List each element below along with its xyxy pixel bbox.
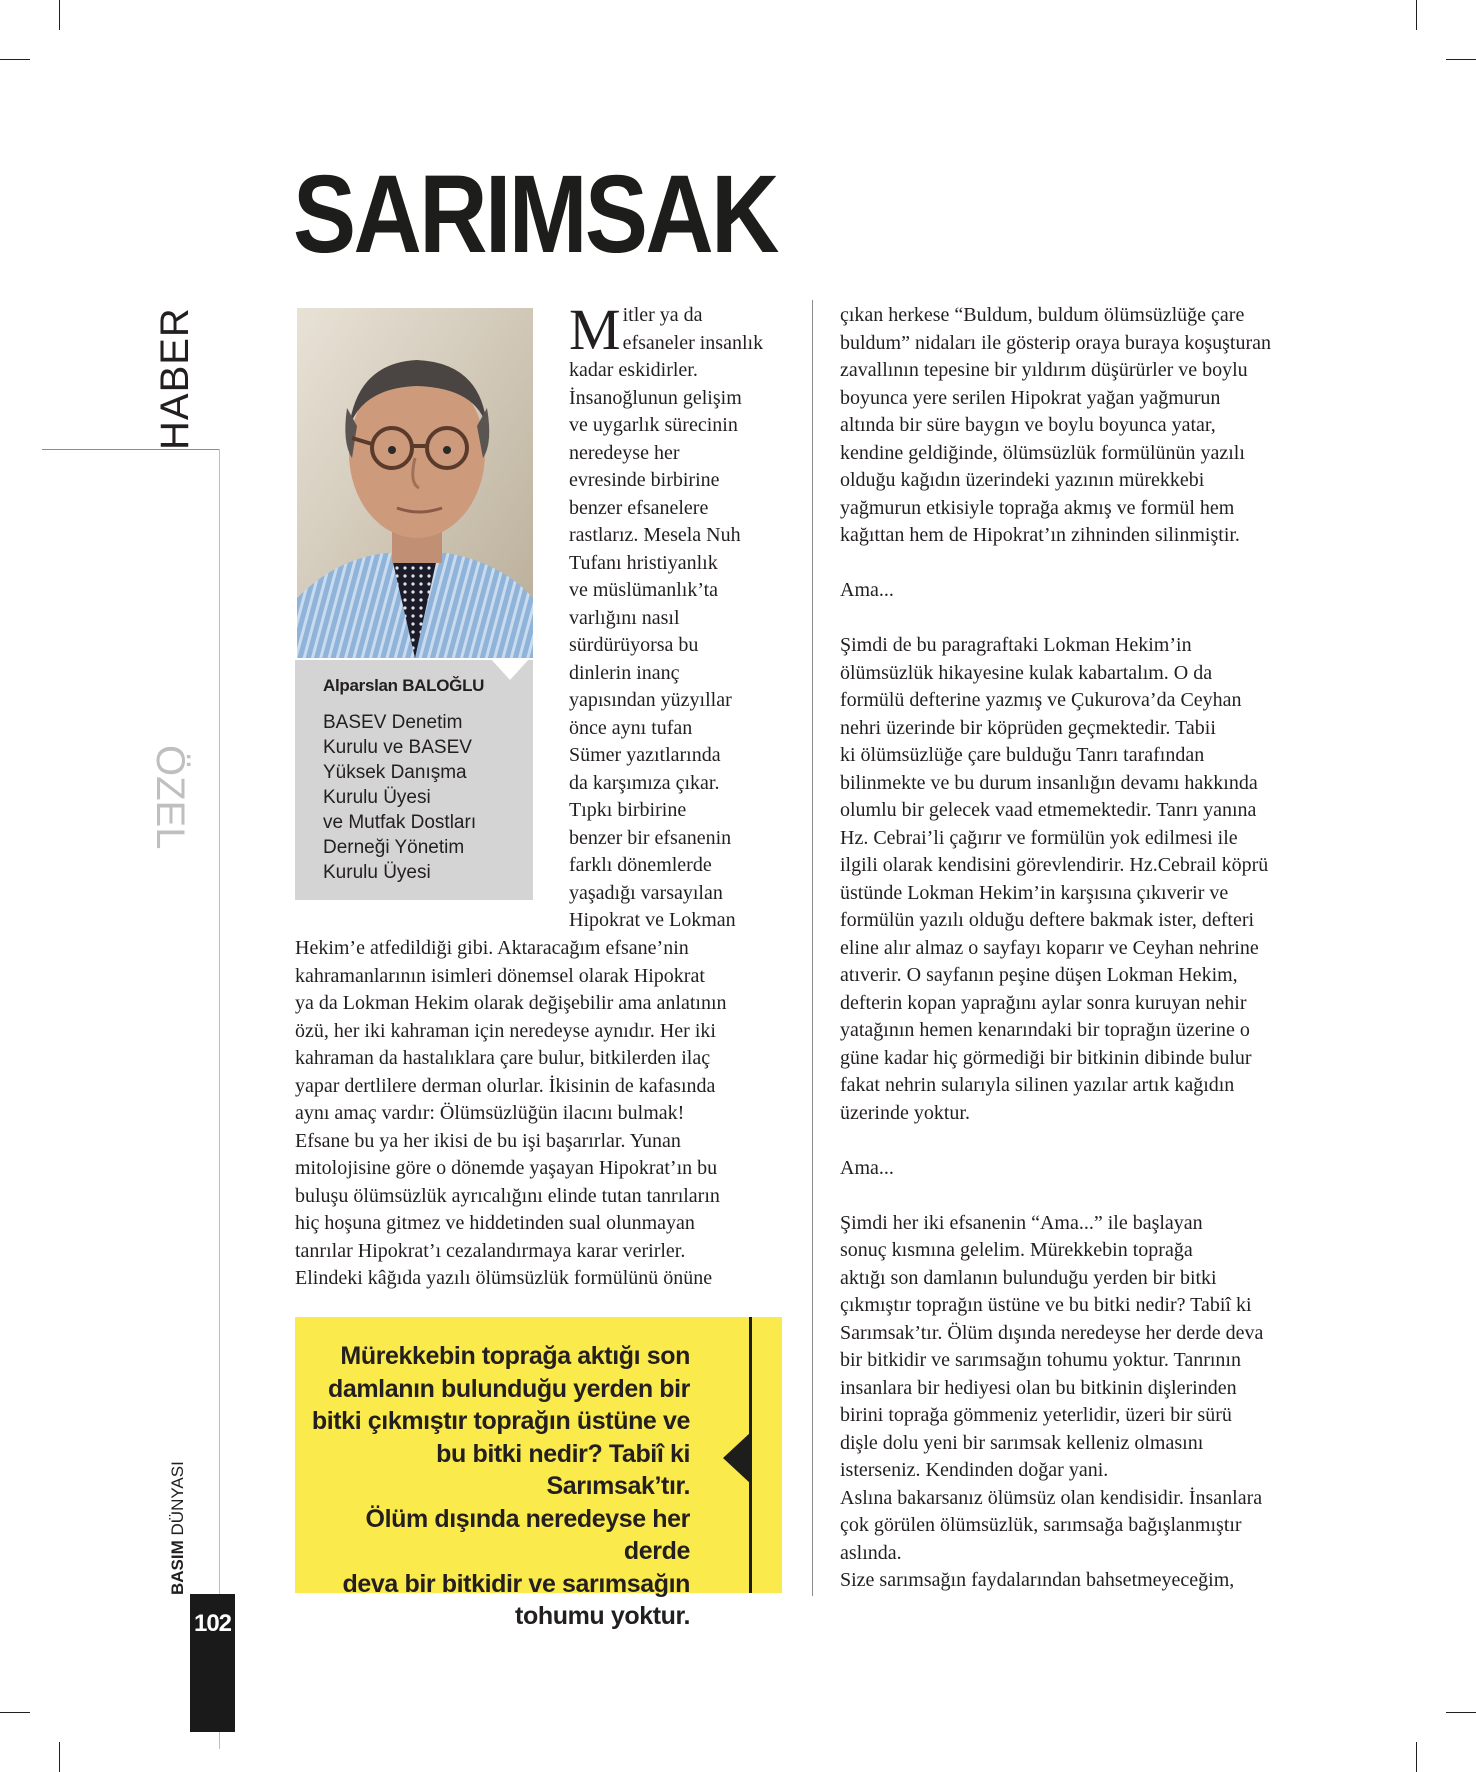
pull-quote-text: Mürekkebin toprağa aktığı son damlanın bulunduğu yerden bir bitki çıkmıştır toprağın üstüne ve bu bitki nedir? Tabiî ki Sarımsak’tır. Ölüm dışında neredeyse her derde deva bir bitkidir ve sarımsağın tohumu yoktur. bbox=[311, 1342, 690, 1630]
pull-quote-arrow-icon bbox=[723, 1432, 751, 1484]
crop-mark bbox=[1416, 0, 1417, 30]
article-body-column-1-top bbox=[569, 297, 789, 935]
drop-cap: M bbox=[569, 297, 621, 362]
article-title: SARIMSAK bbox=[293, 153, 777, 276]
page-number: 102 bbox=[193, 1610, 232, 1637]
magazine-name-bold: BASIM bbox=[168, 1540, 187, 1595]
crop-mark bbox=[0, 59, 30, 60]
crop-mark bbox=[0, 1712, 30, 1713]
crop-mark bbox=[1416, 1742, 1417, 1772]
crop-mark bbox=[59, 0, 60, 30]
author-photo bbox=[297, 308, 533, 658]
section-label: HABER bbox=[153, 307, 197, 450]
crop-mark bbox=[59, 1742, 60, 1772]
column-divider bbox=[812, 300, 813, 1596]
crop-mark bbox=[1446, 59, 1476, 60]
caption-notch bbox=[490, 658, 530, 680]
crop-mark bbox=[1446, 1712, 1476, 1713]
article-body-column-2: çıkan herkese “Buldum, buldum ölümsüzlüğe çare buldum” nidaları ile gösterip oraya buraya koşuşturan zavallının tepesine bir yıldırım düşürürler ve boylu boyunca yere serilen Hipokrat yağan yağmurun altında bir süre baygın ve boylu boyunca yatar, kendine geldiğinde, ölümsüzlük formülünün yazılı olduğu kağıdın üzerindeki yazının mürekkebi yağmurun etkisiyle toprağa akmış ve formül hem kağıttan hem de Hipokrat’ın zihninden silinmiştir. Ama... Şimdi de bu paragraftaki Lokman Hekim’in ölümsüzlük hikayesine kulak kabartalım. O da formülü defterine yazmış ve Çukurova’da Ceyhan nehri üzerinde bir köprüden geçmektedir. Tabii ki ölümsüzlüğe çare bulduğu Tanrı tarafından bilinmekte ve bu durum insanlığın devamı hakkında olumlu bir gelecek vaad etmemektedir. Tanrı yanına Hz. Cebrai’li çağırır ve formülün yok edilmesi ile ilgili olarak kendisini görevlendirir. Hz.Cebrail köprü üstünde Lokman Hekim’in karşısına çıkıverir ve formülün yazılı olduğu deftere bakmak ister, defteri eline alır almaz o sayfayı koparır ve Ceyhan nehrine atıverir. O sayfanın peşine düşen Lokman Hekim, defterin kopan yaprağını aylar sonra kuruyan nehir yatağının hemen kenarındaki bir toprağın üzerine o güne kadar hiç görmediği bir bitkinin dibinde bulur fakat nehrin sularıyla silinen yazılar artık kağıdın üzerinde yoktur. Ama... Şimdi her iki efsanenin “Ama...” ile başlayan sonuç kısmına gelelim. Mürekkebin toprağa aktığı son damlanın bulunduğu yerden bir bitki çıkmıştır toprağın üstüne ve bu bitki nedir? Tabiî ki Sarımsak’tır. Ölüm dışında neredeyse her derde deva bir bitkidir ve sarımsağın tohumu yoktur. Tanrının insanlara bir hediyesi olan bu bitkinin dişlerinden birini toprağa gömmeniz yeterlidir, üzeri bir sürü dişle dolu yeni bir sarımsak kelleniz olmasını isterseniz. Kendinden doğar yani. Aslına bakarsanız ölümsüz olan kendisidir. İnsanlara çok görülen ölümsüzlük, sarımsağa bağışlanmıştır aslında. Size sarımsağın faydalarından bahsetmeyeceğim, bbox=[840, 304, 1271, 1591]
article-body-text: itler ya da efsaneler insanlık kadar eskidirler. İnsanoğlunun gelişim ve uygarlık sürecinin neredeyse her evresinde birbirine benzer efsanelere rastlarız. Mesela Nuh Tufanı hristiyanlık ve müslümanlık’ta varlığını nasıl sürdürüyorsa bu dinlerin inanç yapısından yüzyıllar önce aynı tufan Sümer yazıtlarında da karşımıza çıkar. Tıpkı birbirine benzer bir efsanenin farklı dönemlerde yaşadığı varsayılan Hipokrat ve Lokman bbox=[569, 304, 764, 931]
article-body-column-1-bottom: Hekim’e atfedildiği gibi. Aktaracağım efsane’nin kahramanlarının isimleri dönemsel olarak Hipokrat ya da Lokman Hekim olarak değişebilir ama anlatının özü, her iki kahraman için neredeyse aynıdır. Her iki kahraman da hastalıklara çare bulur, bitkilerden ilaç yapar dertlilere derman olurlar. İkisinin de kafasında aynı amaç vardır: Ölümsüzlüğün ilacını bulmak! Efsane bu ya her ikisi de bu işi başarırlar. Yunan mitolojisine göre o dönemde yaşayan Hipokrat’ın bu buluşu ölümsüzlük ayrıcalığını elinde tutan tanrıların hiç hoşuna gitmez ve hiddetinden sual olunmayan tanrılar Hipokrat’ı cezalandırmaya karar verirler. Elindeki kâğıda yazılı ölümsüzlük formülünü önüne bbox=[295, 937, 727, 1289]
section-sub-label: ÖZEL bbox=[148, 745, 192, 850]
author-caption bbox=[295, 660, 533, 900]
magazine-name bbox=[168, 1461, 188, 1595]
author-role: BASEV Denetim Kurulu ve BASEV Yüksek Danışma Kurulu Üyesi ve Mutfak Dostları Derneği Yönetim Kurulu Üyesi bbox=[323, 712, 477, 883]
magazine-name-light: DÜNYASI bbox=[168, 1461, 187, 1536]
author-portrait-image bbox=[297, 308, 533, 658]
side-vertical-rule bbox=[219, 449, 220, 1749]
author-name: Alparslan BALOĞLU bbox=[323, 676, 485, 695]
